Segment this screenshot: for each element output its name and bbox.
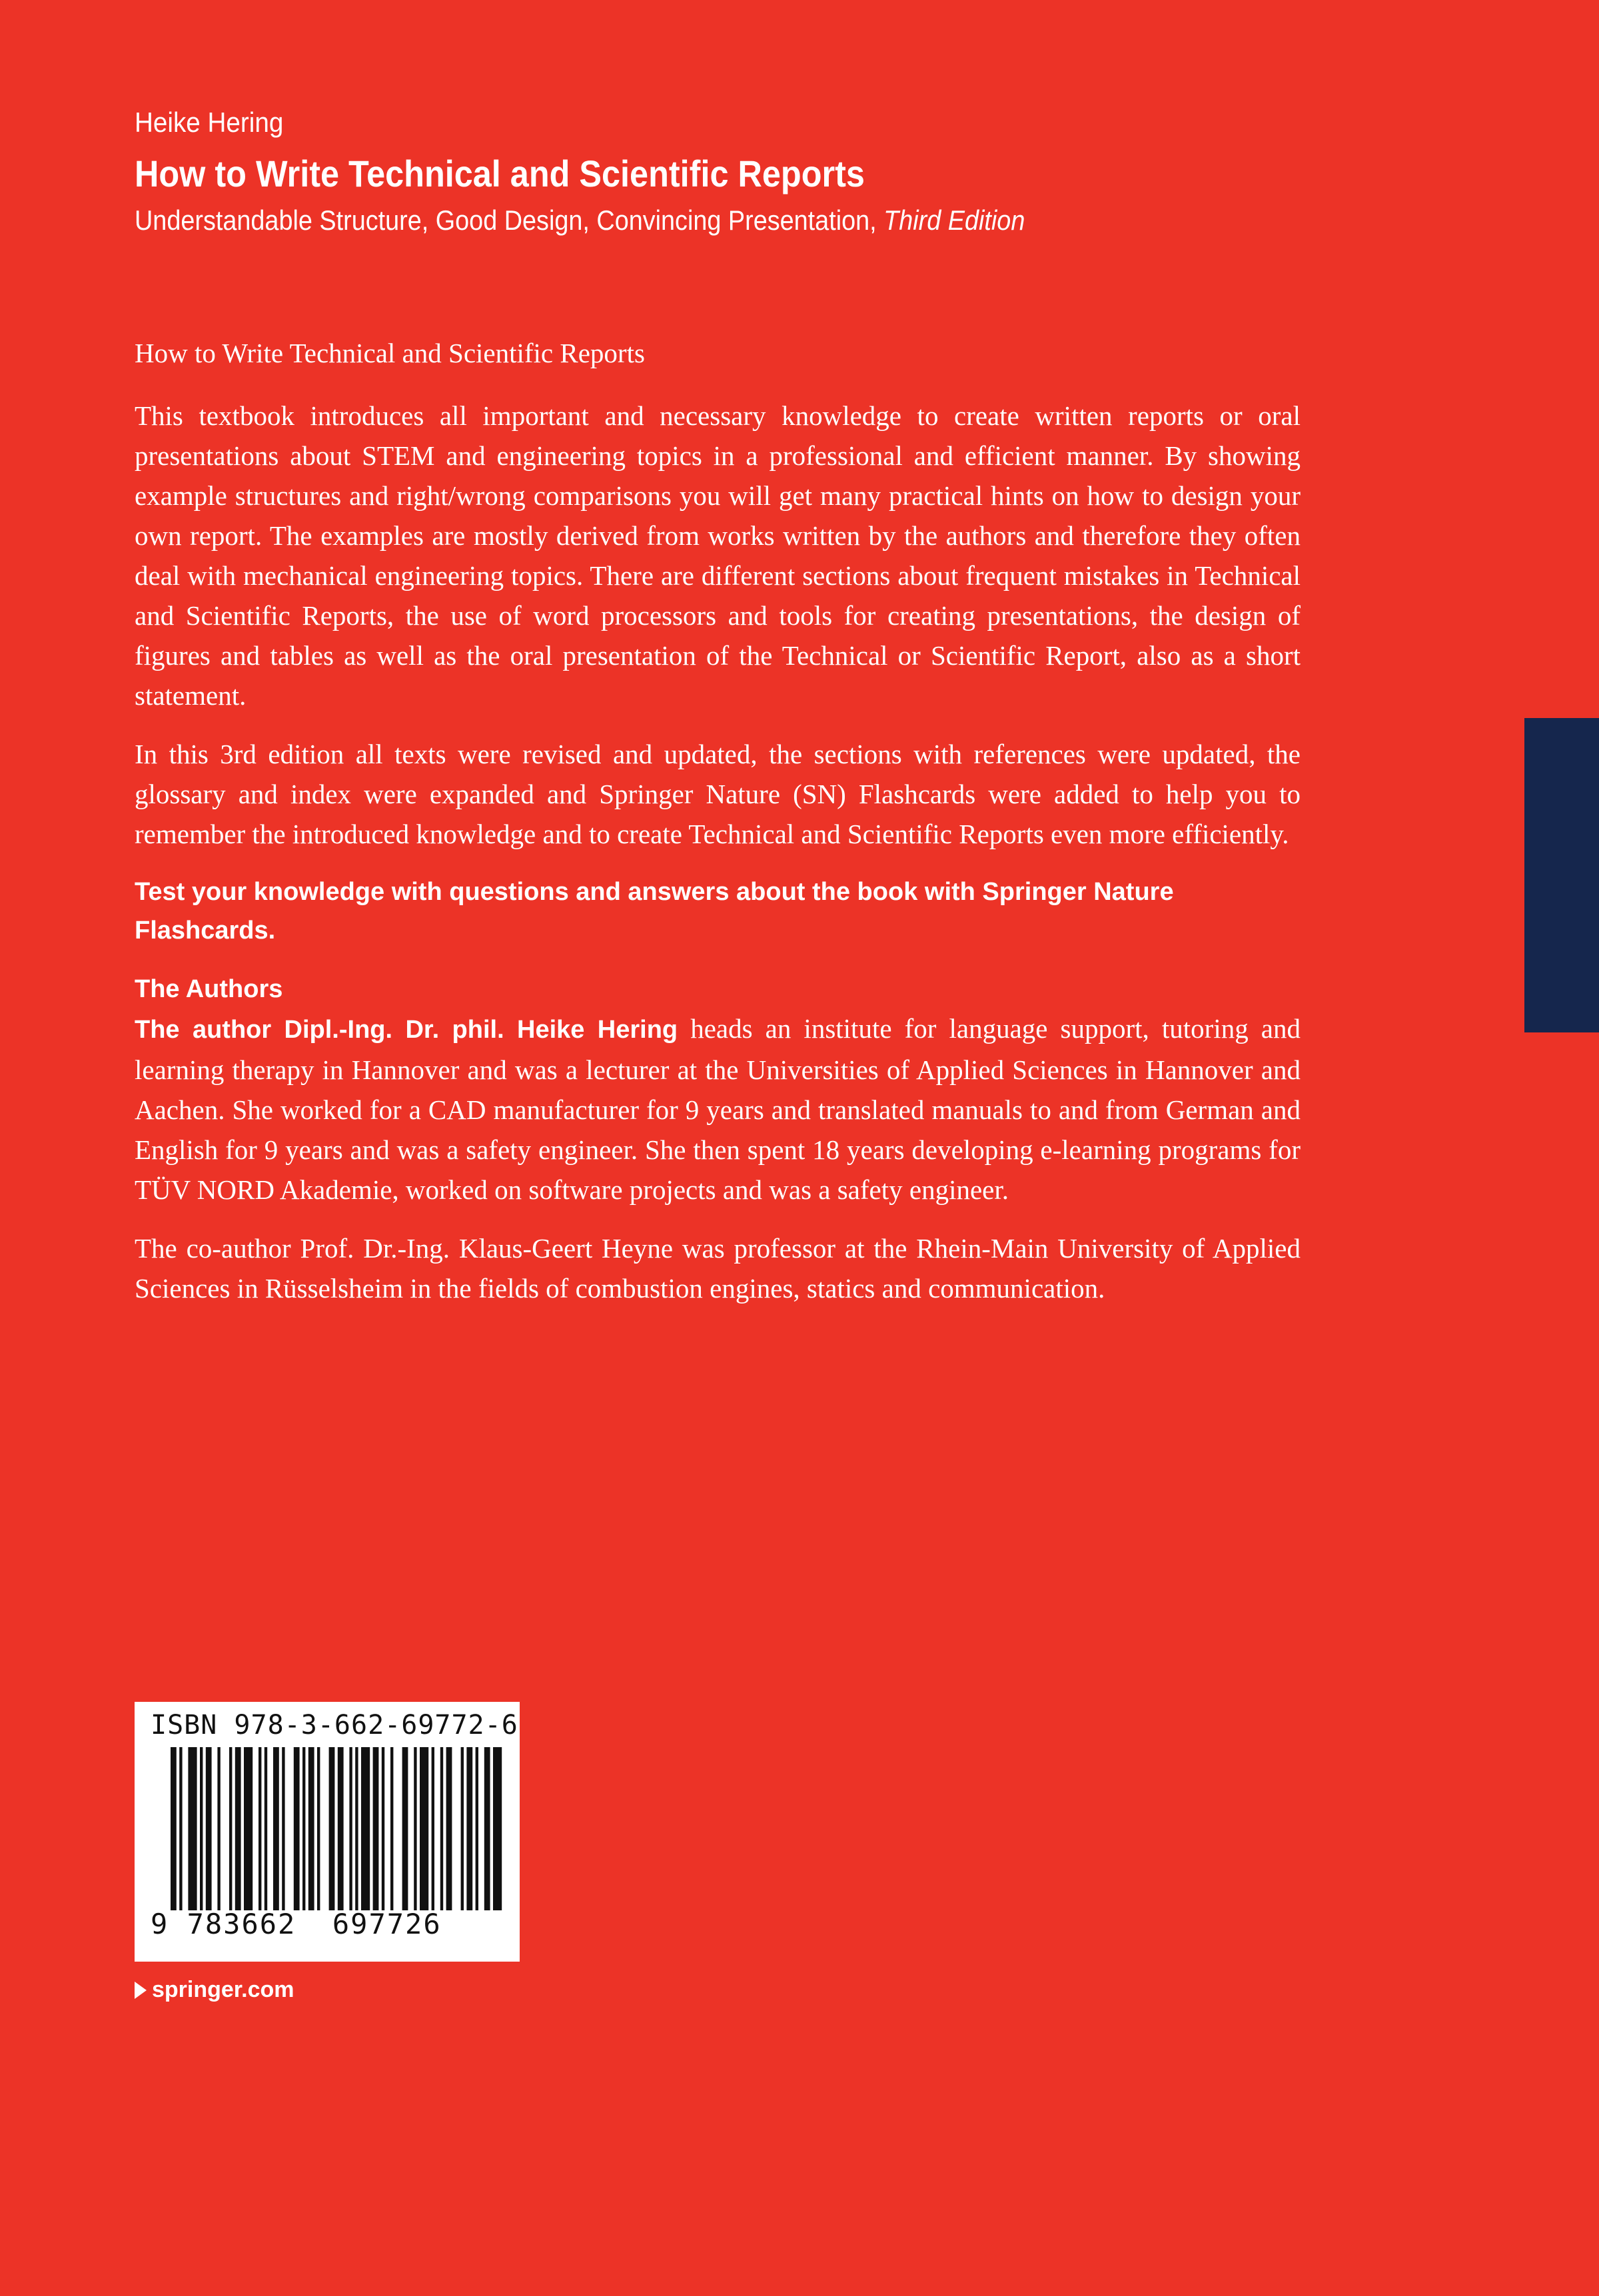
barcode-bar	[235, 1747, 241, 1910]
cover-header	[135, 107, 1400, 236]
blurb-title: How to Write Technical and Scientific Reports	[135, 338, 645, 368]
author-bio-name: The author Dipl.-Ing. Dr. phil. Heike Hering	[135, 1016, 678, 1044]
barcode-bar	[361, 1747, 370, 1910]
barcode-bar	[484, 1747, 490, 1910]
ean-first-digit: 9	[151, 1908, 169, 1940]
barcode-bar	[382, 1747, 384, 1910]
barcode-bar	[229, 1747, 232, 1910]
edition-text: Third Edition	[883, 204, 1025, 236]
play-arrow-icon	[135, 1982, 147, 1999]
barcode-bar	[355, 1747, 358, 1910]
barcode-bars	[151, 1747, 504, 1910]
barcode-bar	[217, 1747, 220, 1910]
barcode-bar	[273, 1747, 279, 1910]
barcode-bar	[440, 1747, 443, 1910]
author-bio-text: heads an institute for language support, tutoring and learning therapy in Hannover and was a lecturer at the Universities of Applied Sciences in Hannover and Aachen. She worked for a CAD manufacturer for 9 years and translated manuals to and from German and English for 9 years and was a safety engineer. She then spent 18 years developing e-learning programs for TÜV NORD Akademie, worked on software projects and was a safety engineer.	[135, 1013, 1301, 1205]
coauthor-bio: The co-author Prof. Dr.-Ing. Klaus-Geert Heyne was professor at the Rhein-Main University of Applied Sciences in Rüsselsheim in the fields of combustion engines, statics and communication.	[135, 1233, 1301, 1304]
book-subtitle	[135, 204, 1274, 236]
barcode-bar	[179, 1747, 182, 1910]
ean-right-group: 697726	[332, 1908, 442, 1940]
author-bio	[135, 1008, 1301, 1210]
barcode-bar	[461, 1747, 464, 1910]
blurb-paragraph-1: This textbook introduces all important and necessary knowledge to create written reports or oral presentations about STEM and engineering topics in a professional and efficient manner. By showing example structures and right/wrong comparisons you will get many practical hints on how to design your own report. The examples are mostly derived from works written by the authors and therefore they often deal with mechanical engineering topics. There are different sections about frequent mistakes in Technical and Scientific Reports, the use of word processors and tools for creating presentations, the design of figures and tables as well as the oral presentation of the Technical or Scientific Report, also as a short statement.	[135, 400, 1301, 711]
authors-heading: The Authors	[135, 975, 283, 1003]
publisher-website: springer.com	[152, 1977, 294, 2002]
barcode-bar	[282, 1747, 284, 1910]
author-name: Heike Hering	[135, 107, 284, 138]
barcode-bar	[446, 1747, 452, 1910]
barcode-bar	[338, 1747, 344, 1910]
barcode-bar	[414, 1747, 416, 1910]
barcode-bar	[420, 1747, 428, 1910]
barcode-bar	[259, 1747, 261, 1910]
barcode-bar	[294, 1747, 300, 1910]
barcode-bar	[493, 1747, 502, 1910]
barcode-bar	[308, 1747, 314, 1910]
barcode-bar	[373, 1747, 379, 1910]
publisher-link[interactable]	[135, 1977, 294, 2003]
blurb	[135, 333, 1301, 1327]
barcode-bar	[206, 1747, 212, 1910]
flashcards-note: Test your knowledge with questions and answers about the book with Springer Nature Flashcards.	[135, 878, 1174, 945]
barcode-bar	[171, 1747, 177, 1910]
barcode-bar	[244, 1747, 253, 1910]
isbn-label: ISBN 978-3-662-69772-6	[151, 1710, 518, 1740]
barcode-bar	[432, 1747, 434, 1910]
barcode-panel	[135, 1702, 520, 1962]
ean-digits	[151, 1908, 504, 1940]
book-title: How to Write Technical and Scientific Reports	[135, 153, 865, 194]
barcode-bar	[200, 1747, 203, 1910]
barcode-bar	[402, 1747, 408, 1910]
barcode-bar	[390, 1747, 393, 1910]
barcode-bar	[317, 1747, 320, 1910]
barcode-bar	[265, 1747, 267, 1910]
barcode-bar	[302, 1747, 305, 1910]
spine-color-tab	[1524, 718, 1599, 1032]
barcode-bar	[466, 1747, 472, 1910]
blurb-paragraph-2: In this 3rd edition all texts were revised and updated, the sections with references were updated, the glossary and index were expanded and Springer Nature (SN) Flashcards were added to help you to remember the introduced knowledge and to create Technical and Scientific Reports even more efficiently.	[135, 739, 1301, 849]
barcode-bar	[329, 1747, 335, 1910]
barcode-bar	[349, 1747, 352, 1910]
barcode-bar	[188, 1747, 197, 1910]
ean-left-group: 783662	[187, 1908, 296, 1940]
barcode-bar	[476, 1747, 478, 1910]
subtitle-text: Understandable Structure, Good Design, Convincing Presentation,	[135, 204, 877, 236]
